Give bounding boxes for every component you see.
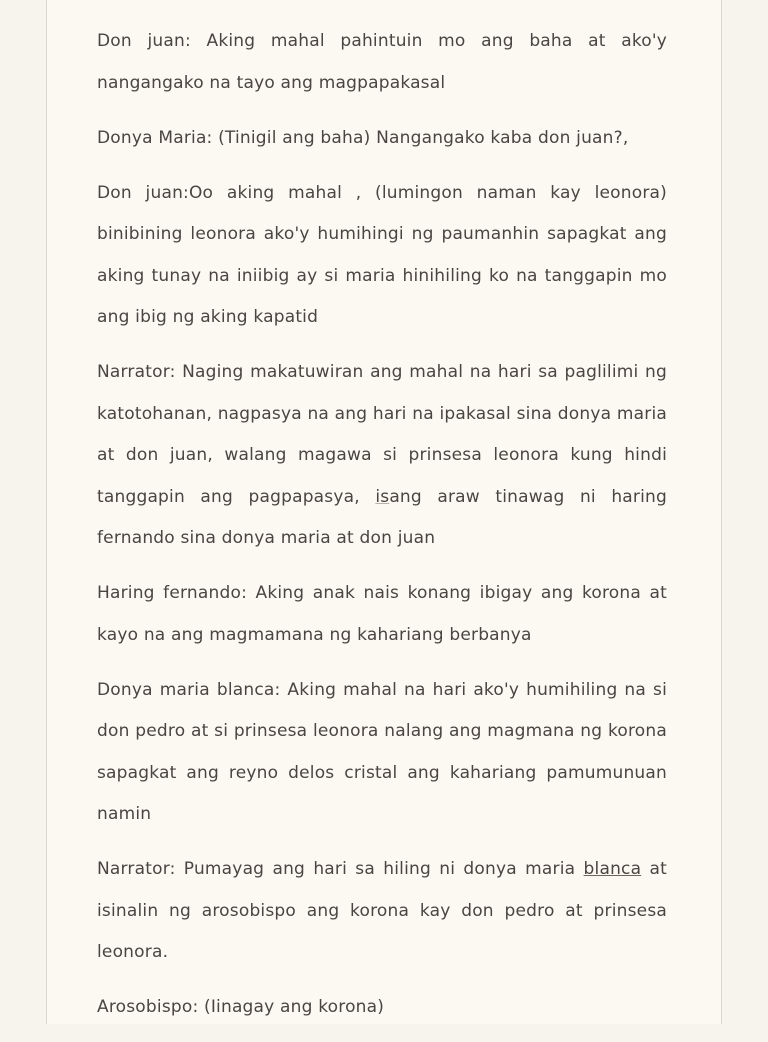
narrator-1-text-after: ang araw tinawag ni haring fernando sina donya maria at don juan xyxy=(97,486,667,548)
spellcheck-underline-is: is xyxy=(375,486,390,507)
paragraph-narrator-2 xyxy=(97,849,667,974)
document-page xyxy=(46,0,722,1024)
paragraph-donya-maria-blanca: Donya maria blanca: Aking mahal na hari ako'y humihiling na si don pedro at si prinsesa leonora nalang ang magmana ng korona sapagkat ang reyno delos cristal ang kahariang pamumunuan namin xyxy=(97,679,667,824)
paragraph-arosobispo: Arosobispo: (Iinagay ang korona) xyxy=(97,997,385,1017)
paragraph-haring-fernando: Haring fernando: Aking anak nais konang ibigay ang korona at kayo na ang magmamana ng kahariang berbanya xyxy=(97,583,667,645)
paragraph-narrator-1 xyxy=(97,352,667,560)
paragraph-don-juan-2: Don juan:Oo aking mahal , (lumingon naman kay leonora) binibining leonora ako'y humihingi ng paumanhin sapagkat ang aking tunay na iniibig ay si maria hinihiling ko na tanggapin mo ang ibig ng aking kapatid xyxy=(97,182,667,327)
narrator-2-text-after: at isinalin ng arosobispo ang korona kay don pedro at prinsesa leonora. xyxy=(97,859,667,962)
document-body xyxy=(97,21,667,1042)
underlined-word-blanca: blanca xyxy=(583,859,642,879)
narrator-1-text-before: Narrator: Naging makatuwiran ang mahal na hari sa paglilimi ng katotohanan, nagpasya na ang hari na ipakasal sina donya maria at don juan, walang magawa si prinsesa leonora kung hindi tanggapin ang pagpapasya, xyxy=(97,362,667,507)
narrator-2-text-before: Narrator: Pumayag ang hari sa hiling ni donya maria xyxy=(97,859,584,879)
paragraph-donya-maria-1: Donya Maria: (Tinigil ang baha) Nangangako kaba don juan?, xyxy=(97,127,629,148)
paragraph-don-juan-1: Don juan: Aking mahal pahintuin mo ang baha at ako'y nangangako na tayo ang magpapakasal xyxy=(97,31,667,93)
